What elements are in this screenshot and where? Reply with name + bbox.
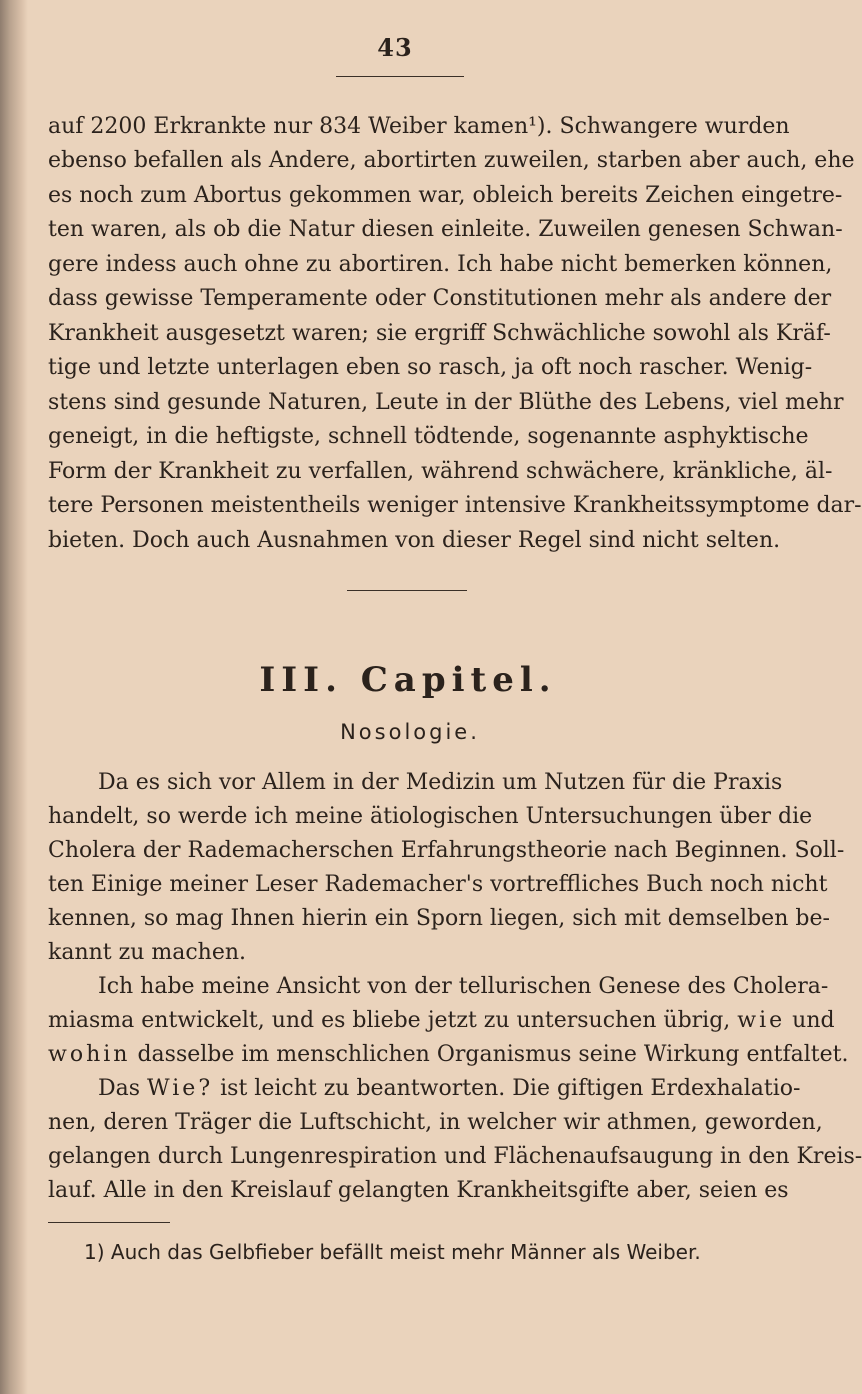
text-line: Krankheit ausgesetzt waren; sie ergriff Schwächliche sowohl als Kräf- <box>48 321 831 346</box>
text-line: tige und letzte unterlagen eben so rasch, ja oft noch rascher. Wenig- <box>48 355 813 380</box>
text-line: auf 2200 Erkrankte nur 834 Weiber kamen¹). Schwangere wurden <box>48 114 790 139</box>
text-line <box>48 1040 848 1070</box>
text-line: kannt zu machen. <box>48 940 247 965</box>
text-line: dass gewisse Temperamente oder Constitutionen mehr als andere der <box>48 286 832 311</box>
text-line: Form der Krankheit zu verfallen, während schwächere, kränkliche, äl- <box>48 459 833 484</box>
text-line: stens sind gesunde Naturen, Leute in der Blüthe des Lebens, viel mehr <box>48 390 844 415</box>
text-line: handelt, so werde ich meine ätiologischen Untersuchungen über die <box>48 804 813 829</box>
section-divider <box>347 590 467 591</box>
text-run: und <box>792 1008 835 1033</box>
text-line <box>48 1006 835 1036</box>
text-run: ist leicht zu beantworten. Die giftigen Erdexhalatio- <box>220 1076 801 1101</box>
text-line: gere indess auch ohne zu abortiren. Ich habe nicht bemerken können, <box>48 252 833 277</box>
text-line: geneigt, in die heftigste, schnell tödtende, sogenannte asphyktische <box>48 424 809 449</box>
text-line: ebenso befallen als Andere, abortirten zuweilen, starben aber auch, ehe <box>48 148 855 173</box>
text-line: es noch zum Abortus gekommen war, obleich bereits Zeichen eingetre- <box>48 183 843 208</box>
footnote-rule <box>48 1222 170 1223</box>
text-line <box>98 1074 800 1104</box>
text-run: Das <box>98 1076 141 1101</box>
text-line: Ich habe meine Ansicht von der tellurischen Genese des Cholera- <box>98 974 829 999</box>
emphasis-wie: wie <box>737 1008 786 1033</box>
chapter-subtitle: Nosologie. <box>340 720 480 744</box>
page-number: 43 <box>377 33 413 62</box>
emphasis-wie-question: Wie? <box>147 1076 214 1101</box>
text-line: tere Personen meistentheils weniger intensive Krankheitssymptome dar- <box>48 493 862 518</box>
text-run: dasselbe im menschlichen Organismus seine Wirkung entfaltet. <box>137 1042 849 1067</box>
binding-edge <box>0 0 28 1394</box>
text-run: miasma entwickelt, und es bliebe jetzt zu untersuchen übrig, <box>48 1008 731 1033</box>
text-line: gelangen durch Lungenrespiration und Flächenaufsaugung in den Kreis- <box>48 1144 862 1169</box>
text-line: Cholera der Rademacherschen Erfahrungstheorie nach Beginnen. Soll- <box>48 838 845 863</box>
emphasis-wohin: wohin <box>48 1042 131 1067</box>
header-rule <box>336 76 464 77</box>
footnote: 1) Auch das Gelbfieber befällt meist mehr Männer als Weiber. <box>84 1240 701 1264</box>
text-line: nen, deren Träger die Luftschicht, in welcher wir athmen, geworden, <box>48 1110 823 1135</box>
text-line: lauf. Alle in den Kreislauf gelangten Krankheitsgifte aber, seien es <box>48 1178 789 1203</box>
text-line: ten waren, als ob die Natur diesen einleite. Zuweilen genesen Schwan- <box>48 217 843 242</box>
text-line: bieten. Doch auch Ausnahmen von dieser Regel sind nicht selten. <box>48 528 781 553</box>
text-line: ten Einige meiner Leser Rademacher's vortreffliches Buch noch nicht <box>48 872 828 897</box>
text-line: Da es sich vor Allem in der Medizin um Nutzen für die Praxis <box>98 770 783 795</box>
chapter-title: III. Capitel. <box>259 660 557 700</box>
text-line: kennen, so mag Ihnen hierin ein Sporn liegen, sich mit demselben be- <box>48 906 830 931</box>
